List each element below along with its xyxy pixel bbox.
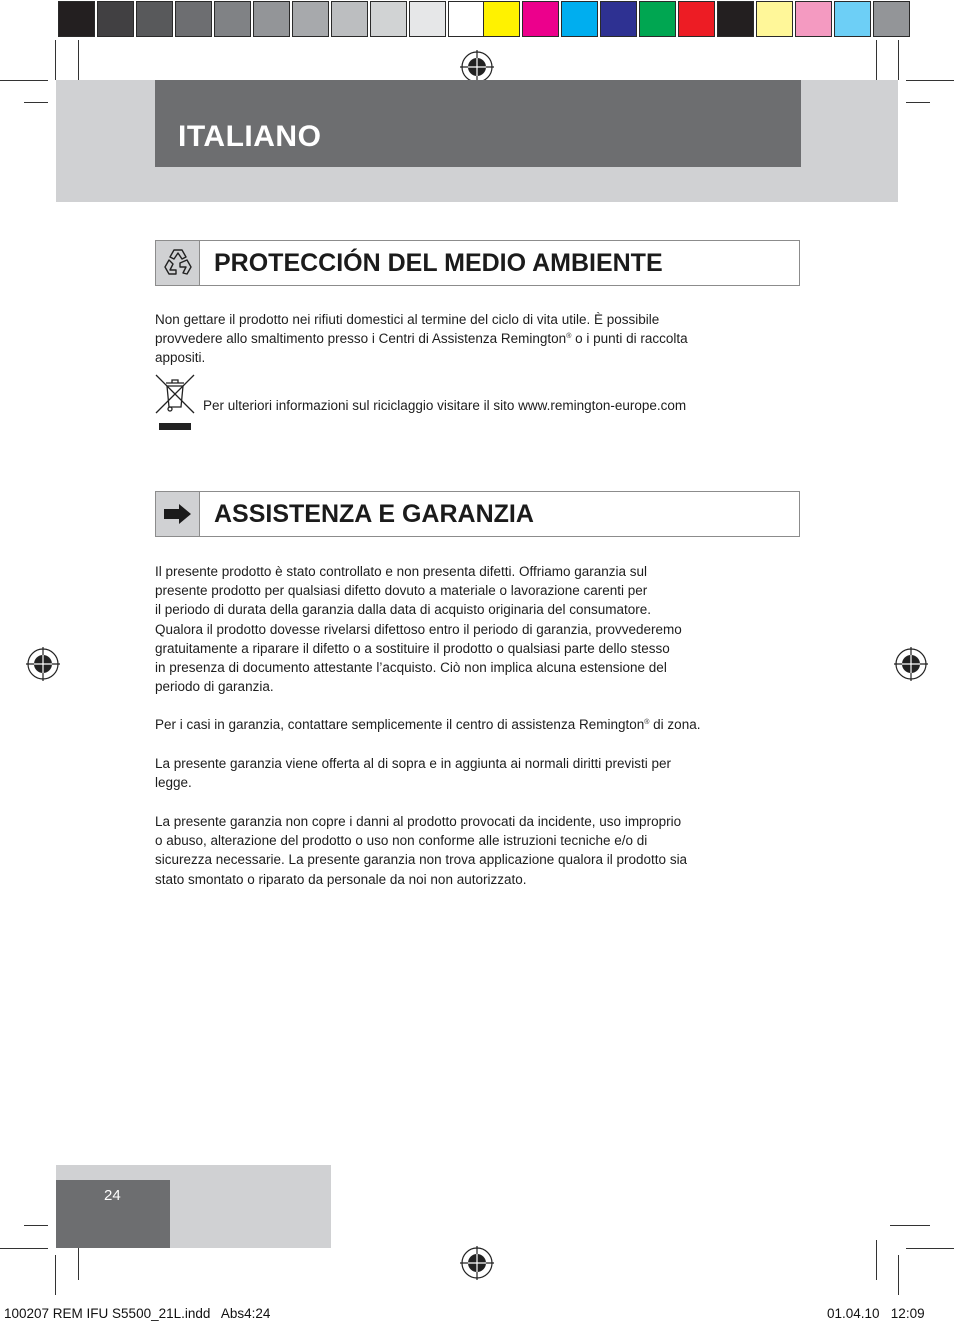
color-swatch bbox=[97, 1, 134, 37]
arrow-right-icon bbox=[156, 492, 200, 536]
color-swatch bbox=[175, 1, 212, 37]
recycle-icon bbox=[156, 241, 200, 285]
crop-mark bbox=[898, 40, 899, 80]
crop-mark bbox=[906, 102, 930, 103]
text-line: in presenza di documento attestante l’acquisto. Ciò non implica alcuna estensione del bbox=[155, 660, 667, 676]
color-swatch bbox=[214, 1, 251, 37]
gray-calibration-bar bbox=[58, 1, 487, 39]
crop-mark bbox=[24, 102, 48, 103]
date-slug: 01.04.10 12:09 bbox=[827, 1306, 925, 1321]
color-swatch bbox=[409, 1, 446, 37]
color-calibration-bar bbox=[483, 1, 912, 39]
crop-mark bbox=[906, 1248, 954, 1249]
color-swatch bbox=[873, 1, 910, 37]
color-swatch bbox=[795, 1, 832, 37]
registration-mark-icon bbox=[894, 647, 928, 681]
warranty-paragraph-3 bbox=[155, 754, 671, 792]
recycling-info-text: Per ulteriori informazioni sul riciclaggio visitare il sito www.remington-europe.com bbox=[203, 398, 687, 413]
color-swatch bbox=[331, 1, 368, 37]
crop-mark bbox=[0, 1248, 48, 1249]
text-line: appositi. bbox=[155, 350, 206, 366]
crop-mark bbox=[906, 80, 954, 81]
text-line: il periodo di durata della garanzia dalla data di acquisto originaria del consumatore. bbox=[155, 602, 652, 618]
color-swatch bbox=[522, 1, 559, 37]
registration-mark-icon bbox=[460, 1246, 494, 1280]
color-swatch bbox=[756, 1, 793, 37]
color-swatch bbox=[483, 1, 520, 37]
color-swatch bbox=[639, 1, 676, 37]
environment-paragraph bbox=[155, 310, 688, 368]
text-line: gratuitamente a riparare il difetto o a sostituire il prodotto o qualsiasi parte dello stesso bbox=[155, 640, 670, 656]
color-swatch bbox=[561, 1, 598, 37]
section-title: ASSISTENZA E GARANZIA bbox=[214, 500, 534, 528]
text-line: Qualora il prodotto dovesse rivelarsi difettoso entro il periodo di garanzia, provvederemo bbox=[155, 621, 682, 637]
text-line: Per i casi in garanzia, contattare semplicemente il centro di assistenza Remington® di zona. bbox=[155, 717, 701, 732]
section-header-warranty bbox=[155, 491, 800, 537]
crop-mark bbox=[890, 1225, 930, 1226]
warranty-paragraph-1 bbox=[155, 562, 682, 696]
color-swatch bbox=[136, 1, 173, 37]
color-swatch bbox=[253, 1, 290, 37]
text-line: presente prodotto per qualsiasi difetto dovuto a materiale o lavorazione carenti per bbox=[155, 583, 648, 599]
color-swatch bbox=[58, 1, 95, 37]
text-line: Non gettare il prodotto nei rifiuti domestici al termine del ciclo di vita utile. È possibile bbox=[155, 312, 660, 327]
crop-mark bbox=[55, 40, 56, 80]
color-swatch bbox=[834, 1, 871, 37]
registration-mark-icon bbox=[460, 50, 494, 84]
color-swatch bbox=[717, 1, 754, 37]
text-line: stato smontato o riparato da personale da noi non autorizzato. bbox=[155, 871, 527, 887]
page-number: 24 bbox=[104, 1187, 121, 1204]
section-header-environment bbox=[155, 240, 800, 286]
registration-mark-icon bbox=[26, 647, 60, 681]
warranty-paragraph-4 bbox=[155, 812, 687, 889]
text-line: o abuso, alterazione del prodotto o uso non conforme alle istruzioni tecniche e/o di bbox=[155, 833, 648, 849]
language-title: ITALIANO bbox=[178, 120, 322, 153]
text-line: periodo di garanzia. bbox=[155, 679, 274, 695]
crop-mark bbox=[24, 1225, 48, 1226]
section-title: PROTECCIÓN DEL MEDIO AMBIENTE bbox=[214, 249, 663, 277]
warranty-paragraph-2 bbox=[155, 715, 700, 734]
color-swatch bbox=[448, 1, 485, 37]
crop-mark bbox=[55, 1255, 56, 1295]
crop-mark bbox=[876, 1240, 877, 1280]
crop-mark bbox=[0, 80, 48, 81]
text-line: legge. bbox=[155, 775, 192, 791]
text-line: La presente garanzia non copre i danni al prodotto provocati da incidente, uso improprio bbox=[155, 814, 682, 829]
text-line: La presente garanzia viene offerta al di sopra e in aggiunta ai normali diritti previsti per bbox=[155, 756, 672, 771]
text-line: Il presente prodotto è stato controllato e non presenta difetti. Offriamo garanzia sul bbox=[155, 564, 648, 579]
crossed-bin-icon bbox=[154, 373, 196, 433]
color-swatch bbox=[292, 1, 329, 37]
text-line: sicurezza necessarie. La presente garanzia non trova applicazione qualora il prodotto sia bbox=[155, 852, 688, 868]
color-swatch bbox=[678, 1, 715, 37]
text-line: provvedere allo smaltimento presso i Centri di Assistenza Remington® o i punti di raccolta bbox=[155, 331, 688, 347]
file-slug: 100207 REM IFU S5500_21L.indd Abs4:24 bbox=[4, 1306, 271, 1321]
color-swatch bbox=[600, 1, 637, 37]
crop-mark bbox=[898, 1255, 899, 1295]
color-swatch bbox=[370, 1, 407, 37]
